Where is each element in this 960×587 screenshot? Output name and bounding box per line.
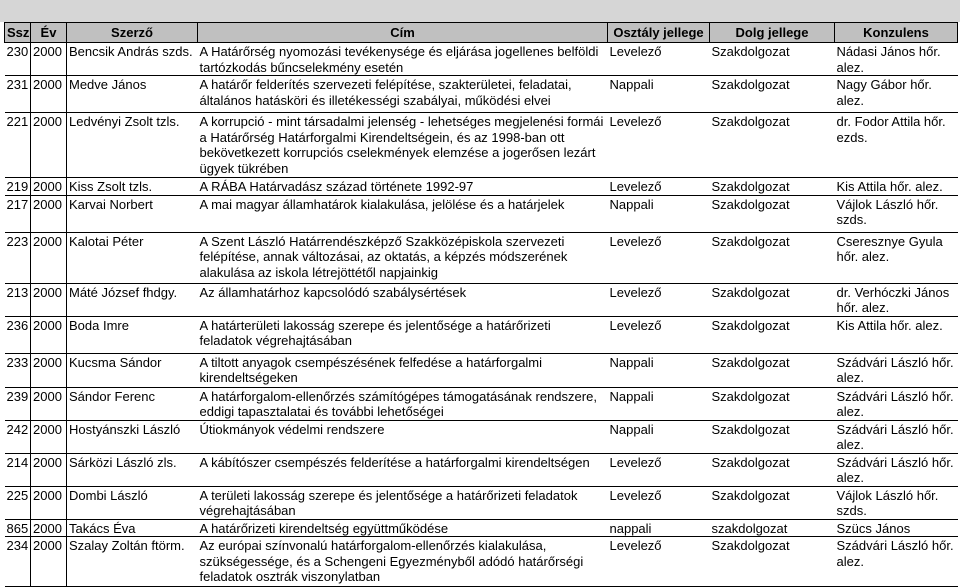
cell-cim: A Határőrség nyomozási tevékenysége és eljárása jogellenes belföldi tartózkodás bűncselekmény esetén — [198, 43, 608, 76]
cell-szerzo: Szalay Zoltán ftörm. — [67, 537, 198, 587]
cell-ssz: 233 — [5, 353, 31, 387]
cell-ev: 2000 — [31, 453, 67, 486]
table-row — [5, 178, 958, 196]
cell-ev: 2000 — [31, 387, 67, 420]
cell-dolg: Szakdolgozat — [710, 178, 835, 196]
cell-osztaly: Nappali — [608, 76, 710, 113]
cell-ssz: 239 — [5, 387, 31, 420]
table-row — [5, 453, 958, 486]
cell-ssz: 219 — [5, 178, 31, 196]
cell-ssz: 213 — [5, 283, 31, 316]
cell-cim: A területi lakosság szerepe és jelentősége a határőrizeti feladatok végrehajtásában — [198, 486, 608, 519]
cell-szerzo: Hostyánszki László — [67, 420, 198, 453]
cell-dolg: Szakdolgozat — [710, 353, 835, 387]
cell-dolg: Szakdolgozat — [710, 537, 835, 587]
table-row — [5, 353, 958, 387]
header-cim: Cím — [198, 23, 608, 43]
cell-ssz: 231 — [5, 76, 31, 113]
cell-konzulens: Szádvári László hőr. alez. — [835, 453, 958, 486]
table-row — [5, 76, 958, 113]
cell-ev: 2000 — [31, 195, 67, 232]
cell-osztaly: Levelező — [608, 113, 710, 178]
cell-dolg: Szakdolgozat — [710, 453, 835, 486]
table-row — [5, 283, 958, 316]
cell-ev: 2000 — [31, 178, 67, 196]
cell-ssz: 217 — [5, 195, 31, 232]
cell-cim: A határőr felderítés szervezeti felépítése, szakterületei, feladatai, általános hatásköri és illetékességi szabályai, működési elvei — [198, 76, 608, 113]
cell-osztaly: Levelező — [608, 178, 710, 196]
cell-szerzo: Kiss Zsolt tzls. — [67, 178, 198, 196]
cell-osztaly: Levelező — [608, 283, 710, 316]
cell-osztaly: Nappali — [608, 195, 710, 232]
cell-dolg: Szakdolgozat — [710, 283, 835, 316]
cell-konzulens: Szádvári László hőr. alez. — [835, 353, 958, 387]
cell-konzulens: dr. Verhóczki János hőr. alez. — [835, 283, 958, 316]
header-konzulens: Konzulens — [835, 23, 958, 43]
header-dolg: Dolg jellege — [710, 23, 835, 43]
cell-dolg: Szakdolgozat — [710, 195, 835, 232]
table-row — [5, 387, 958, 420]
cell-ssz: 221 — [5, 113, 31, 178]
table-row — [5, 486, 958, 519]
cell-konzulens: Nádasi János hőr. alez. — [835, 43, 958, 76]
table-row — [5, 113, 958, 178]
cell-ev: 2000 — [31, 283, 67, 316]
header-row — [5, 23, 958, 43]
cell-ev: 2000 — [31, 519, 67, 537]
cell-dolg: Szakdolgozat — [710, 387, 835, 420]
cell-ev: 2000 — [31, 76, 67, 113]
cell-dolg: Szakdolgozat — [710, 113, 835, 178]
cell-konzulens: Kis Attila hőr. alez. — [835, 316, 958, 353]
header-szerzo: Szerző — [67, 23, 198, 43]
window-top-bar — [0, 0, 960, 22]
cell-osztaly: Levelező — [608, 43, 710, 76]
cell-konzulens: Szádvári László hőr. alez. — [835, 537, 958, 587]
cell-szerzo: Takács Éva — [67, 519, 198, 537]
cell-ssz: 225 — [5, 486, 31, 519]
cell-cim: A RÁBA Határvadász század története 1992-97 — [198, 178, 608, 196]
cell-konzulens: Vájlok László hőr. szds. — [835, 486, 958, 519]
cell-konzulens: Cseresznye Gyula hőr. alez. — [835, 232, 958, 283]
cell-ssz: 242 — [5, 420, 31, 453]
cell-szerzo: Dombi László — [67, 486, 198, 519]
header-osztaly: Osztály jellege — [608, 23, 710, 43]
cell-konzulens: Vájlok László hőr. szds. — [835, 195, 958, 232]
cell-konzulens: Szádvári László hőr. alez. — [835, 387, 958, 420]
cell-cim: A mai magyar államhatárok kialakulása, jelölése és a határjelek — [198, 195, 608, 232]
cell-konzulens: Szádvári László hőr. alez. — [835, 420, 958, 453]
cell-osztaly: Levelező — [608, 486, 710, 519]
cell-osztaly: Nappali — [608, 420, 710, 453]
cell-cim: A határterületi lakosság szerepe és jelentősége a határőrizeti feladatok végrehajtásában — [198, 316, 608, 353]
cell-osztaly: Levelező — [608, 316, 710, 353]
cell-cim: A korrupció - mint társadalmi jelenség - lehetséges megjelenési formái a Határőrség Határforgalmi Kirendeltségein, és az 1998-ban ott bekövetkezett korrupciós cselekmények elemzése a jogerősen lezárt ügyek tükrében — [198, 113, 608, 178]
cell-dolg: Szakdolgozat — [710, 316, 835, 353]
cell-dolg: Szakdolgozat — [710, 76, 835, 113]
cell-osztaly: Levelező — [608, 537, 710, 587]
cell-dolg: szakdolgozat — [710, 519, 835, 537]
cell-cim: A kábítószer csempészés felderítése a határforgalmi kirendeltségen — [198, 453, 608, 486]
cell-dolg: Szakdolgozat — [710, 486, 835, 519]
cell-szerzo: Máté József fhdgy. — [67, 283, 198, 316]
cell-ev: 2000 — [31, 113, 67, 178]
cell-szerzo: Ledvényi Zsolt tzls. — [67, 113, 198, 178]
cell-ev: 2000 — [31, 486, 67, 519]
cell-szerzo: Sárközi László zls. — [67, 453, 198, 486]
cell-ssz: 236 — [5, 316, 31, 353]
cell-ev: 2000 — [31, 43, 67, 76]
cell-szerzo: Bencsik András szds. — [67, 43, 198, 76]
cell-konzulens: Szücs János — [835, 519, 958, 537]
cell-ssz: 234 — [5, 537, 31, 587]
table-row — [5, 195, 958, 232]
cell-dolg: Szakdolgozat — [710, 420, 835, 453]
cell-cim: A határőrizeti kirendeltség együttműködése — [198, 519, 608, 537]
cell-osztaly: Nappali — [608, 353, 710, 387]
header-ev: Év — [31, 23, 67, 43]
cell-osztaly: Levelező — [608, 453, 710, 486]
cell-dolg: Szakdolgozat — [710, 232, 835, 283]
table-row — [5, 232, 958, 283]
cell-ssz: 223 — [5, 232, 31, 283]
cell-szerzo: Karvai Norbert — [67, 195, 198, 232]
cell-konzulens: dr. Fodor Attila hőr. ezds. — [835, 113, 958, 178]
cell-osztaly: nappali — [608, 519, 710, 537]
table-row — [5, 537, 958, 587]
cell-szerzo: Sándor Ferenc — [67, 387, 198, 420]
cell-ssz: 865 — [5, 519, 31, 537]
table-row — [5, 420, 958, 453]
cell-osztaly: Levelező — [608, 232, 710, 283]
cell-konzulens: Nagy Gábor hőr. alez. — [835, 76, 958, 113]
cell-szerzo: Boda Imre — [67, 316, 198, 353]
cell-cim: A Szent László Határrendészképző Szakközépiskola szervezeti felépítése, annak változásai, az oktatás, a képzés módszerének alakulása az iskola létrejöttétől napjainkig — [198, 232, 608, 283]
cell-szerzo: Kalotai Péter — [67, 232, 198, 283]
cell-cim: Az európai színvonalú határforgalom-ellenőrzés kialakulása, szükségessége, és a Schengeni Egyezményből adódó határőrségi feladatok osztrák viszonylatban — [198, 537, 608, 587]
table-row — [5, 519, 958, 537]
cell-cim: A tiltott anyagok csempészésének felfedése a határforgalmi kirendeltségeken — [198, 353, 608, 387]
cell-szerzo: Medve János — [67, 76, 198, 113]
thesis-table — [4, 22, 958, 587]
cell-cim: Az államhatárhoz kapcsolódó szabálysértések — [198, 283, 608, 316]
cell-szerzo: Kucsma Sándor — [67, 353, 198, 387]
cell-ev: 2000 — [31, 316, 67, 353]
cell-dolg: Szakdolgozat — [710, 43, 835, 76]
cell-ev: 2000 — [31, 537, 67, 587]
cell-cim: A határforgalom-ellenőrzés számítógépes támogatásának rendszere, eddigi tapasztalatai és további lehetőségei — [198, 387, 608, 420]
cell-ev: 2000 — [31, 232, 67, 283]
table-row — [5, 316, 958, 353]
table-row — [5, 43, 958, 76]
cell-cim: Útiokmányok védelmi rendszere — [198, 420, 608, 453]
cell-ev: 2000 — [31, 420, 67, 453]
cell-ssz: 214 — [5, 453, 31, 486]
header-ssz: Ssz — [5, 23, 31, 43]
cell-ssz: 230 — [5, 43, 31, 76]
cell-konzulens: Kis Attila hőr. alez. — [835, 178, 958, 196]
cell-osztaly: Nappali — [608, 387, 710, 420]
cell-ev: 2000 — [31, 353, 67, 387]
